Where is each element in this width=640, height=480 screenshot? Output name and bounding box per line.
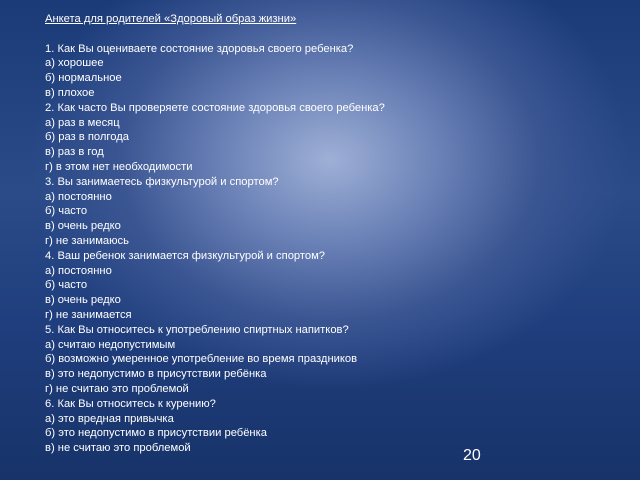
question-line: 5. Как Вы относитесь к употреблению спиртных напитков? <box>45 323 349 336</box>
question-line: 2. Как часто Вы проверяете состояние здоровья своего ребенка? <box>45 101 385 114</box>
answer-option: г) не занимается <box>45 308 132 321</box>
question-line: 4. Ваш ребенок занимается физкультурой и спортом? <box>45 249 326 262</box>
slide-title: Анкета для родителей «Здоровый образ жизни» <box>45 13 297 25</box>
slide-content <box>45 12 605 456</box>
answer-option: в) плохое <box>45 86 95 99</box>
answer-option: в) очень редко <box>45 220 121 233</box>
answer-option: в) раз в год <box>45 146 104 159</box>
answer-option: в) очень редко <box>45 294 121 307</box>
answer-option: б) возможно умеренное употребление во время праздников <box>45 353 358 366</box>
answer-option: г) не считаю это проблемой <box>45 382 189 395</box>
page-number: 20 <box>463 447 481 464</box>
answer-option: а) это вредная привычка <box>45 412 174 425</box>
question-line: 6. Как Вы относитесь к курению? <box>45 397 216 410</box>
answer-option: б) часто <box>45 279 88 292</box>
answer-option: г) не занимаюсь <box>45 234 129 247</box>
answer-option: в) это недопустимо в присутствии ребёнка <box>45 368 267 381</box>
answer-option: а) постоянно <box>45 190 112 203</box>
answer-option: б) раз в полгода <box>45 131 129 144</box>
question-line: 3. Вы занимаетесь физкультурой и спортом? <box>45 175 279 188</box>
answer-option: б) нормальное <box>45 72 122 85</box>
answer-option: а) раз в месяц <box>45 116 120 129</box>
answer-option: в) не считаю это проблемой <box>45 442 191 455</box>
answer-option: а) хорошее <box>45 57 104 70</box>
question-line: 1. Как Вы оцениваете состояние здоровья своего ребенка? <box>45 42 354 55</box>
questionnaire-body <box>45 42 605 456</box>
answer-option: а) считаю недопустимым <box>45 338 176 351</box>
answer-option: г) в этом нет необходимости <box>45 160 193 173</box>
answer-option: а) постоянно <box>45 264 112 277</box>
answer-option: б) это недопустимо в присутствии ребёнка <box>45 427 267 440</box>
answer-option: б) часто <box>45 205 88 218</box>
